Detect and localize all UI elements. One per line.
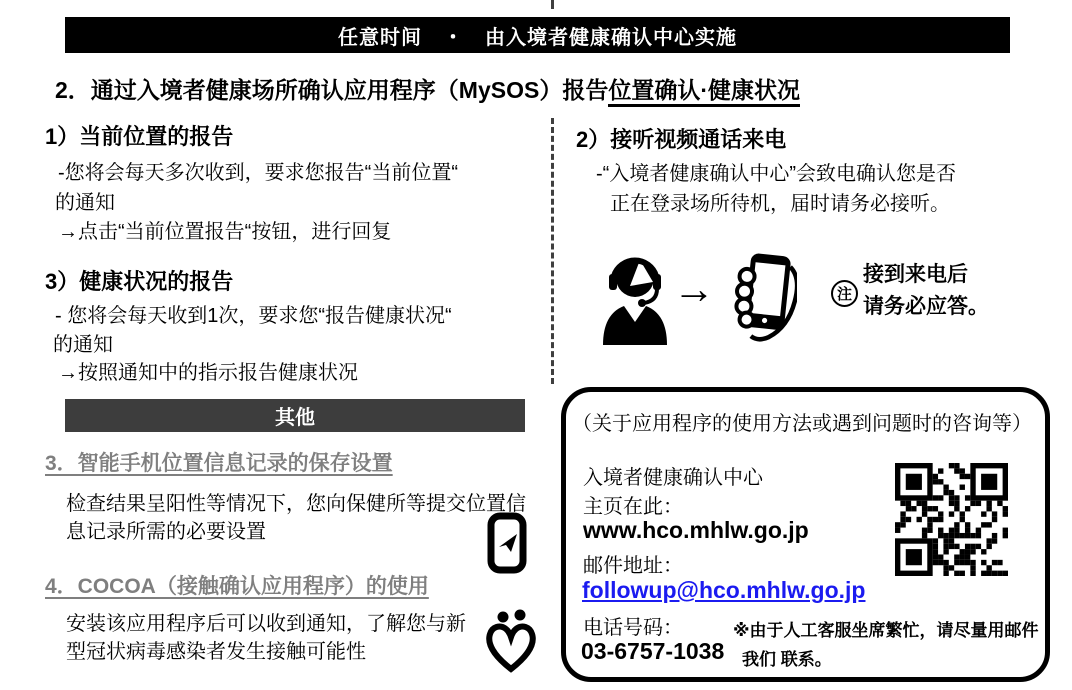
section-3-line: 的通知 xyxy=(53,334,113,356)
section-2-heading: 2）接听视频通话来电 xyxy=(576,127,787,152)
contact-email-label: 邮件地址： xyxy=(583,555,683,577)
column-divider xyxy=(551,118,554,384)
section-3-line: →按照通知中的指示报告健康状况 xyxy=(58,362,358,384)
contact-homepage-url: www.hco.mhlw.go.jp xyxy=(583,517,809,543)
contact-phone-number: 03-6757-1038 xyxy=(581,638,725,664)
note-line: 请务必应答。 xyxy=(863,295,989,318)
page-title-prefix: 2．通过入境者健康场所确认应用程序（MySOS）报告 xyxy=(55,77,609,103)
contact-homepage-label: 主页在此： xyxy=(583,496,683,518)
phone-in-hand-icon xyxy=(725,250,797,345)
cocoa-app-icon xyxy=(483,606,539,676)
section-2-line: 正在登录场所待机，届时请务必接听。 xyxy=(610,193,950,215)
qr-code xyxy=(895,463,1008,576)
section-1-line: -您将会每天多次收到，要求您报告“当前位置“ xyxy=(58,162,458,184)
call-operator-icon xyxy=(600,248,670,345)
contact-note-line: ※由于人工客服坐席繁忙，请尽量用邮件 xyxy=(733,621,1039,640)
note-line: 接到来电后 xyxy=(863,263,968,286)
section-3-line: - 您将会每天收到1次，要求您“报告健康状况“ xyxy=(55,305,452,327)
section-1-line: →点击“当前位置报告“按钮，进行回复 xyxy=(58,221,392,243)
section-1-heading: 1）当前位置的报告 xyxy=(45,124,234,149)
item-3-line: 检查结果呈阳性等情况下，您向保健所等提交位置信 xyxy=(66,493,526,515)
contact-org-name: 入境者健康确认中心 xyxy=(583,467,763,489)
timing-banner xyxy=(65,17,1010,53)
other-section-bar xyxy=(65,399,525,432)
flow-arrow-icon: → xyxy=(673,265,715,312)
other-section-label: 其他 xyxy=(275,407,315,429)
contact-caption: （关于应用程序的使用方法或遇到问题时的咨询等） xyxy=(572,413,1032,435)
item-3-heading: 3．智能手机位置信息记录的保存设置 xyxy=(45,452,393,475)
note-circle-icon: 注 xyxy=(831,280,858,307)
page-title xyxy=(55,72,800,105)
section-1-line: 的通知 xyxy=(55,192,115,214)
item-4-line: 安装该应用程序后可以收到通知，了解您与新 xyxy=(66,613,466,635)
timing-banner-text: 任意时间 ・ 由入境者健康确认中心实施 xyxy=(338,26,737,49)
item-4-line: 型冠状病毒感染者发生接触可能性 xyxy=(66,641,366,663)
item-4-heading: 4．COCOA（接触确认应用程序）的使用 xyxy=(45,575,429,598)
contact-note-line: 我们 联系。 xyxy=(742,650,832,669)
section-3-heading: 3）健康状况的报告 xyxy=(45,269,234,294)
phone-location-icon xyxy=(487,512,527,574)
contact-phone-label: 电话号码： xyxy=(583,617,683,639)
page-top-tick xyxy=(551,0,554,9)
contact-email-link[interactable]: followup@hco.mhlw.go.jp xyxy=(582,577,866,603)
page-title-underlined: 位置确认·健康状况 xyxy=(608,77,800,107)
section-2-line: -“入境者健康确认中心”会致电确认您是否 xyxy=(596,163,956,185)
item-3-line: 息记录所需的必要设置 xyxy=(66,521,266,543)
